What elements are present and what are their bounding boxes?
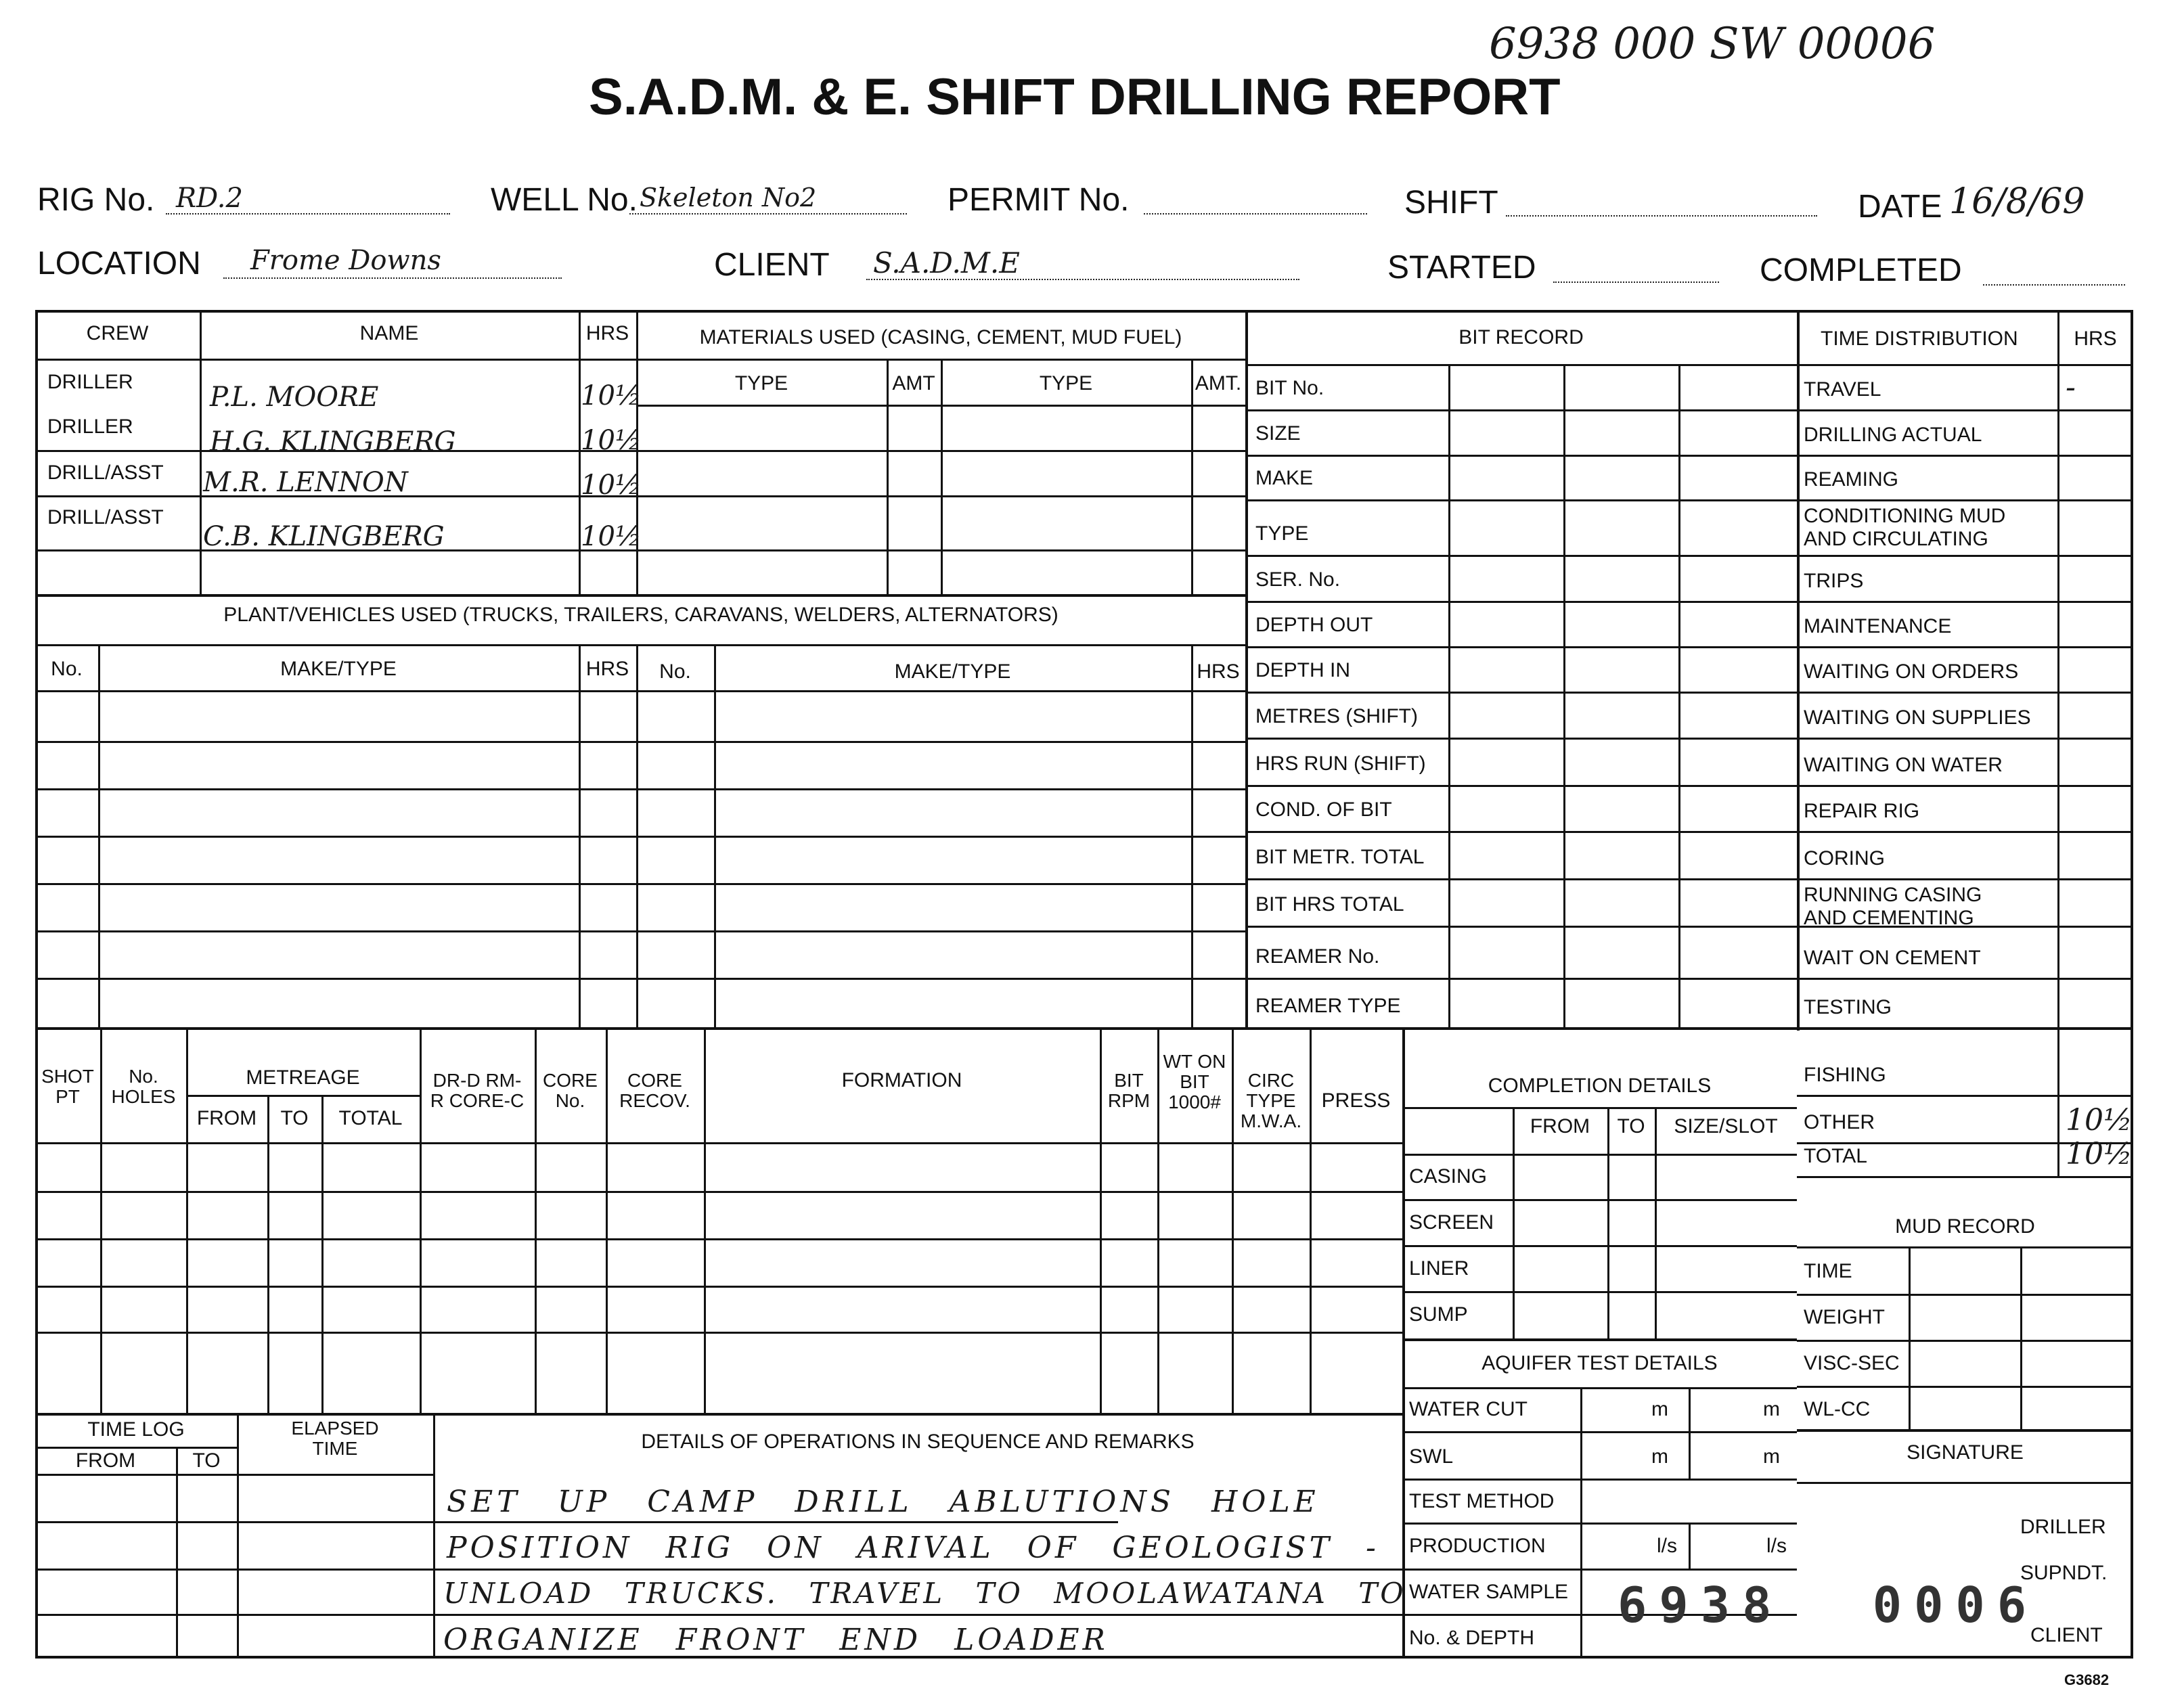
time-distribution-label: TRAVEL (1804, 378, 1881, 401)
plant-hrs2-header: HRS (1197, 660, 1240, 683)
materials-type-header: TYPE (734, 372, 788, 394)
page-title: S.A.D.M. & E. SHIFT DRILLING REPORT (589, 68, 1561, 126)
shot-pt-header: SHOT PT (41, 1066, 94, 1107)
time-distribution-value: - (2066, 370, 2076, 405)
time-log-to: TO (192, 1449, 221, 1472)
location-value: Frome Downs (250, 245, 441, 276)
time-distribution-value: 10½ (2066, 1137, 2133, 1171)
name-header: NAME (359, 322, 419, 344)
unit-m: m (1651, 1445, 1668, 1468)
time-distribution-label-line2: AND CIRCULATING (1804, 528, 1988, 550)
location-label: LOCATION (37, 246, 201, 281)
bit-record-label: BIT No. (1255, 377, 1324, 399)
completion-from-header: FROM (1530, 1115, 1590, 1137)
crew-name: C.B. KLINGBERG (203, 521, 445, 552)
crew-role: DRILLER (47, 415, 133, 438)
plant-hrs-header: HRS (585, 658, 629, 680)
bit-record-label: REAMER No. (1255, 945, 1380, 968)
bit-record-label: BIT HRS TOTAL (1255, 893, 1404, 916)
time-distribution-label: REAMING (1804, 468, 1899, 491)
bit-record-label: SER. No. (1255, 568, 1341, 591)
date-value: 16/8/69 (1949, 181, 2085, 222)
completion-size-header: SIZE/SLOT (1674, 1115, 1778, 1137)
shift-label: SHIFT (1404, 185, 1498, 221)
time-distribution-label: DRILLING ACTUAL (1804, 424, 1982, 446)
crew-header: CREW (86, 322, 149, 344)
aquifer-production: PRODUCTION (1409, 1535, 1546, 1557)
time-log-from: FROM (75, 1449, 136, 1472)
well-label: WELL No. (491, 182, 638, 218)
completion-liner: LINER (1409, 1257, 1469, 1280)
crew-role: DRILL/ASST (47, 461, 164, 484)
completion-casing: CASING (1409, 1165, 1488, 1188)
bit-record-label: COND. OF BIT (1255, 798, 1392, 821)
crew-hrs: 10½ (581, 425, 642, 456)
metreage-to-header: TO (280, 1107, 309, 1129)
core-recov-header: CORE RECOV. (619, 1070, 690, 1111)
time-distribution-label: TOTAL (1804, 1145, 1867, 1167)
time-distribution-label: CORING (1804, 847, 1885, 870)
bit-record-label: HRS RUN (SHIFT) (1255, 752, 1426, 775)
materials-title: MATERIALS USED (CASING, CEMENT, MUD FUEL) (699, 326, 1182, 348)
aquifer-no-depth: No. & DEPTH (1409, 1627, 1535, 1649)
bit-record-label: REAMER TYPE (1255, 995, 1401, 1017)
form-code: G3682 (2064, 1671, 2110, 1688)
remark-line: UNLOAD TRUCKS. TRAVEL TO MOOLAWATANA TO (443, 1577, 1406, 1610)
date-label: DATE (1858, 189, 1942, 225)
time-distribution-value: 10½ (2066, 1103, 2133, 1137)
plant-make-header: MAKE/TYPE (280, 658, 397, 680)
plant-no2-header: No. (659, 660, 691, 683)
bit-rpm-header: BIT RPM (1107, 1070, 1151, 1111)
materials-amt-header: AMT (892, 372, 935, 394)
plant-no-header: No. (51, 658, 83, 680)
unit-m: m (1763, 1445, 1780, 1468)
time-distribution-label: OTHER (1804, 1111, 1875, 1133)
aquifer-test-method: TEST METHOD (1409, 1490, 1555, 1512)
crew-hrs: 10½ (581, 470, 642, 501)
time-distribution-label: TRIPS (1804, 570, 1864, 592)
client-label: CLIENT (714, 247, 830, 283)
signature-supndt: SUPNDT. (2020, 1562, 2108, 1584)
bit-record-label: DEPTH OUT (1255, 614, 1373, 636)
mud-visc: VISC-SEC (1804, 1352, 1900, 1374)
details-title: DETAILS OF OPERATIONS IN SEQUENCE AND REMARKS (641, 1430, 1195, 1453)
time-distribution-label: REPAIR RIG (1804, 800, 1920, 822)
time-distribution-label: MAINTENANCE (1804, 615, 1952, 637)
time-distribution-label: WAITING ON WATER (1804, 754, 2003, 776)
remark-line: SET UP CAMP DRILL ABLUTIONS HOLE (447, 1485, 1320, 1519)
aquifer-swl: SWL (1409, 1445, 1454, 1468)
rig-label: RIG No. (37, 182, 155, 218)
well-value: Skeleton No2 (640, 183, 817, 212)
file-reference: 6938 000 SW 00006 (1489, 19, 1936, 69)
remark-line: ORGANIZE FRONT END LOADER (443, 1623, 1109, 1657)
time-distribution-label: TESTING (1804, 996, 1892, 1018)
elapsed-time-header: ELAPSED TIME (291, 1418, 379, 1459)
wt-on-bit-header: WT ON BIT 1000# (1163, 1051, 1226, 1112)
signature-client: CLIENT (2030, 1624, 2103, 1646)
permit-label: PERMIT No. (948, 182, 1130, 218)
stamp-number: 6938 0006 (1618, 1577, 2039, 1633)
formation-header: FORMATION (841, 1069, 962, 1091)
crew-hrs: 10½ (581, 521, 642, 552)
completion-title: COMPLETION DETAILS (1488, 1075, 1712, 1097)
time-distribution-label: WAITING ON ORDERS (1804, 660, 2019, 683)
unit-ls: l/s (1657, 1535, 1677, 1557)
no-holes-header: No. HOLES (111, 1066, 176, 1107)
aquifer-title: AQUIFER TEST DETAILS (1481, 1352, 1718, 1374)
remark-line: POSITION RIG ON ARIVAL OF GEOLOGIST - (447, 1531, 1379, 1565)
completed-label: COMPLETED (1760, 252, 1962, 288)
mud-wl: WL-CC (1804, 1398, 1871, 1420)
hrs-header: HRS (585, 322, 629, 344)
drd-header: DR-D RM-R CORE-C (430, 1070, 525, 1111)
materials-amt2-header: AMT. (1195, 372, 1242, 394)
unit-m: m (1763, 1398, 1780, 1420)
time-distribution-label: WAIT ON CEMENT (1804, 947, 1981, 969)
unit-ls: l/s (1766, 1535, 1787, 1557)
completion-to-header: TO (1617, 1115, 1645, 1137)
metreage-header: METREAGE (246, 1066, 360, 1089)
crew-role: DRILL/ASST (47, 506, 164, 528)
crew-name: P.L. MOORE (210, 382, 379, 413)
circ-type-header: CIRC TYPE M.W.A. (1240, 1070, 1302, 1131)
crew-role: DRILLER (47, 371, 133, 393)
completion-screen: SCREEN (1409, 1211, 1494, 1234)
bit-record-label: TYPE (1255, 522, 1309, 545)
materials-type2-header: TYPE (1039, 372, 1093, 394)
time-log-title: TIME LOG (87, 1418, 185, 1441)
crew-name: M.R. LENNON (203, 467, 408, 498)
time-distribution-label-line2: AND CEMENTING (1804, 907, 1974, 929)
core-no-header: CORE No. (543, 1070, 598, 1111)
unit-m: m (1651, 1398, 1668, 1420)
bit-record-label: DEPTH IN (1255, 659, 1351, 681)
press-header: PRESS (1321, 1089, 1391, 1112)
rig-value: RD.2 (176, 183, 243, 214)
aquifer-water-sample: WATER SAMPLE (1409, 1581, 1569, 1603)
bit-record-label: MAKE (1255, 467, 1314, 489)
time-distribution-label: RUNNING CASING (1804, 884, 1982, 906)
started-label: STARTED (1387, 250, 1536, 286)
plant-title: PLANT/VEHICLES USED (TRUCKS, TRAILERS, CARAVANS, WELDERS, ALTERNATORS) (223, 604, 1058, 626)
time-distribution-hrs-header: HRS (2074, 328, 2117, 350)
bit-record-title: BIT RECORD (1458, 326, 1584, 348)
completion-sump: SUMP (1409, 1303, 1468, 1326)
time-distribution-label: WAITING ON SUPPLIES (1804, 706, 2031, 729)
time-distribution-title: TIME DISTRIBUTION (1821, 328, 2018, 350)
client-value: S.A.D.M.E (873, 246, 1020, 279)
crew-name: H.G. KLINGBERG (210, 426, 456, 457)
mud-time: TIME (1804, 1260, 1852, 1282)
crew-hrs: 10½ (581, 380, 642, 411)
signature-driller: DRILLER (2020, 1516, 2106, 1538)
aquifer-water-cut: WATER CUT (1409, 1398, 1528, 1420)
signature-title: SIGNATURE (1907, 1441, 2024, 1464)
metreage-total-header: TOTAL (338, 1107, 403, 1129)
time-distribution-label: CONDITIONING MUD (1804, 505, 2006, 527)
bit-record-label: BIT METR. TOTAL (1255, 846, 1425, 868)
bit-record-label: METRES (SHIFT) (1255, 705, 1418, 727)
time-distribution-label: FISHING (1804, 1064, 1886, 1086)
mud-weight: WEIGHT (1804, 1306, 1885, 1328)
metreage-from-header: FROM (196, 1107, 257, 1129)
plant-make2-header: MAKE/TYPE (894, 660, 1011, 683)
bit-record-label: SIZE (1255, 422, 1301, 445)
mud-record-title: MUD RECORD (1895, 1215, 2035, 1238)
